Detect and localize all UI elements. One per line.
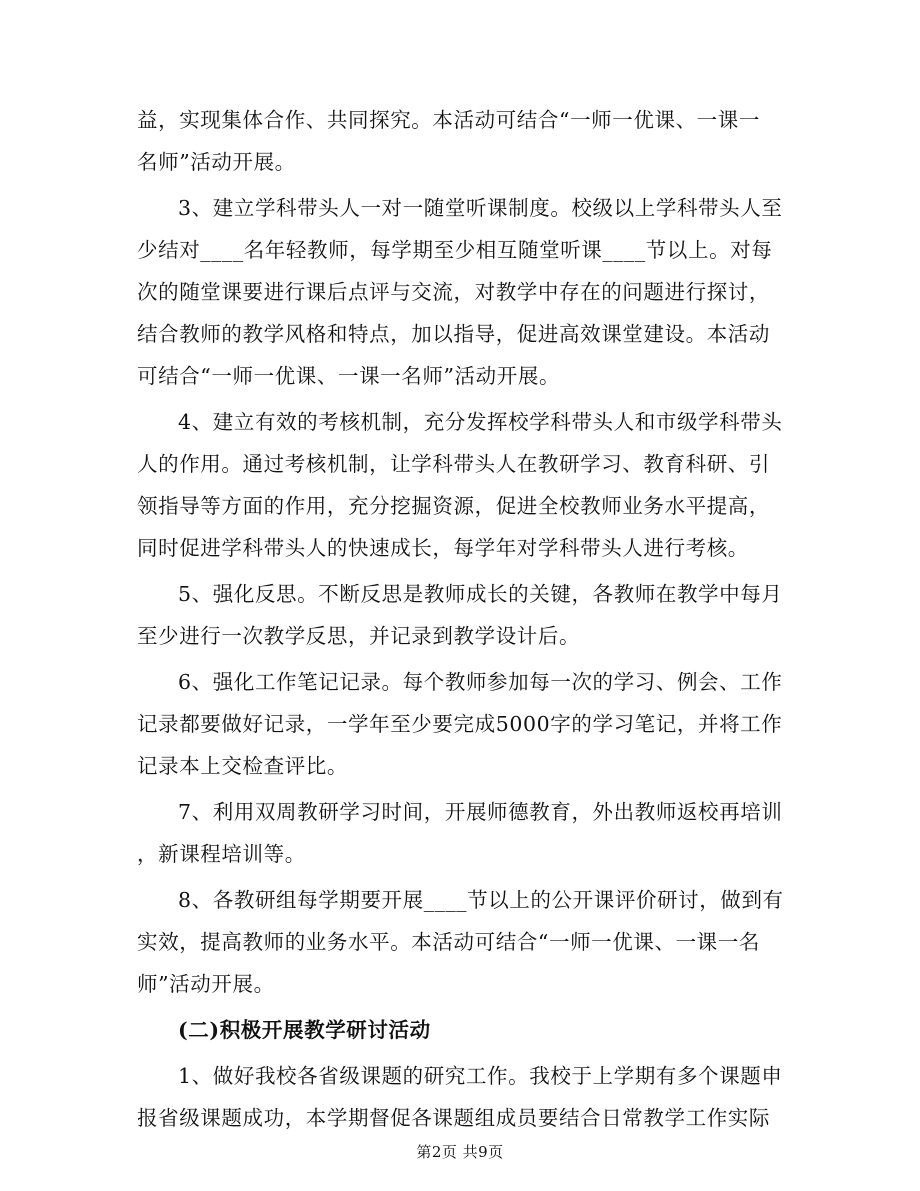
text-line-14: 6、强化工作笔记记录。每个教师参加每一次的学习、例会、工作 (178, 670, 783, 694)
text-line-3: 3、建立学科带头人一对一随堂听课制度。校级以上学科带头人至 (178, 196, 783, 220)
text-line-10: 领指导等方面的作用，充分挖掘资源，促进全校教师业务水平提高， (137, 494, 770, 518)
text-line-6: 结合教师的教学风格和特点，加以指导，促进高效课堂建设。本活动 (137, 322, 770, 346)
text-line-23: 报省级课题成功，本学期督促各课题组成员要结合日常教学工作实际 (137, 1106, 770, 1130)
text-line-2: 名师”活动开展。 (137, 150, 296, 174)
text-line-15: 记录都要做好记录，一学年至少要完成5000字的学习笔记，并将工作 (137, 712, 783, 736)
text-line-11: 同时促进学科带头人的快速成长，每学年对学科带头人进行考核。 (137, 536, 749, 560)
text-line-13: 至少进行一次教学反思，并记录到教学设计后。 (137, 624, 581, 648)
text-line-22: 1、做好我校各省级课题的研究工作。我校于上学期有多个课题申 (178, 1064, 783, 1088)
text-line-9: 人的作用。通过考核机制，让学科带头人在教研学习、教育科研、引 (137, 452, 770, 476)
text-line-7: 可结合“一师一优课、一课一名师”活动开展。 (137, 364, 561, 388)
text-line-17: 7、利用双周教研学习时间，开展师德教育，外出教师返校再培训 (178, 800, 783, 824)
text-line-19: 8、各教研组每学期要开展____节以上的公开课评价研讨，做到有 (178, 888, 784, 912)
text-line-8: 4、建立有效的考核机制，充分发挥校学科带头人和市级学科带头 (178, 410, 783, 434)
text-line-1: 益，实现集体合作、共同探究。本活动可结合“一师一优课、一课一 (137, 108, 760, 132)
text-line-18: ，新课程培训等。 (137, 842, 306, 866)
text-line-12: 5、强化反思。不断反思是教师成长的关键，各教师在教学中每月 (178, 582, 783, 606)
section-heading: (二)积极开展教学研讨活动 (178, 1018, 431, 1042)
page-footer: 第2页 共9页 (416, 1143, 504, 1161)
text-line-4: 少结对____名年轻教师，每学期至少相互随堂听课____节以上。对每 (137, 238, 773, 262)
text-line-16: 记录本上交检查评比。 (137, 754, 348, 778)
text-line-21: 师”活动开展。 (137, 972, 275, 996)
text-line-5: 次的随堂课要进行课后点评与交流，对教学中存在的问题进行探讨， (137, 280, 770, 304)
text-line-20: 实效，提高教师的业务水平。本活动可结合“一师一优课、一课一名 (137, 930, 760, 954)
